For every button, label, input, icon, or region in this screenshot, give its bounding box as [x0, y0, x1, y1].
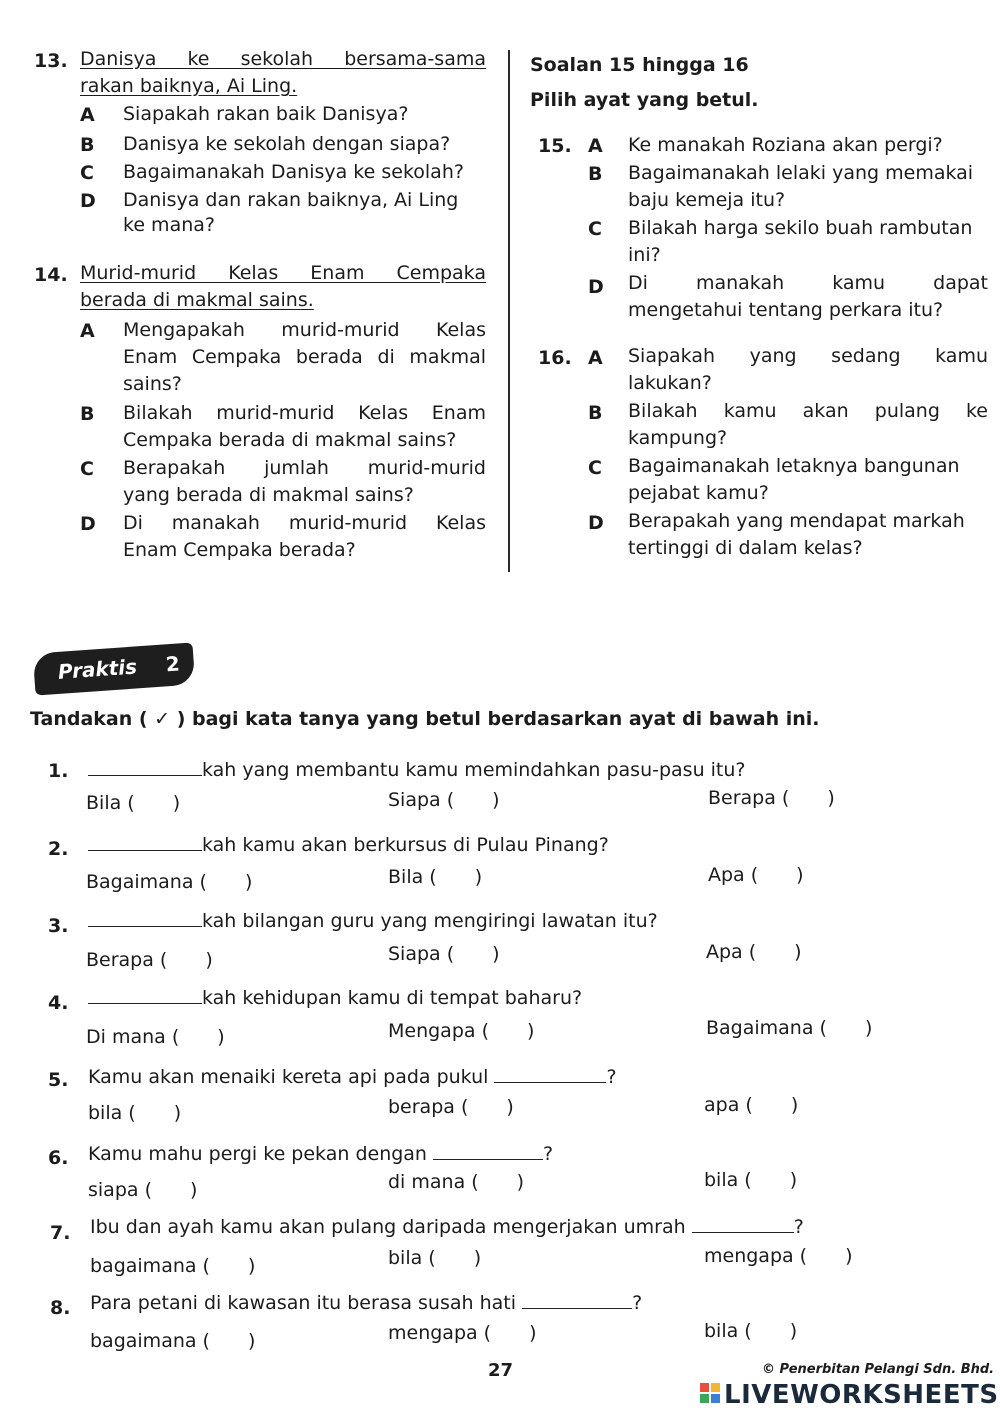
q15-option-b-text-line2: baju kemeja itu? — [628, 189, 786, 211]
choice-label: bila ( — [704, 1320, 752, 1342]
item-3-sentence — [88, 908, 658, 932]
item-4-choice-2[interactable] — [388, 1020, 534, 1042]
close-paren: ) — [796, 864, 804, 886]
item-1-text: kah yang membantu kamu memindahkan pasu-pasu itu? — [202, 759, 746, 781]
column-divider — [508, 50, 510, 572]
close-paren: ) — [217, 1026, 225, 1048]
choice-label: siapa ( — [88, 1179, 152, 1201]
q14-option-a-letter: A — [80, 320, 95, 342]
choice-label: apa ( — [704, 1094, 753, 1116]
praktis-label: Praktis — [57, 654, 138, 684]
q13-option-d-letter: D — [80, 190, 96, 212]
q14-option-c-letter: C — [80, 458, 94, 480]
item-2-text: kah kamu akan berkursus di Pulau Pinang? — [202, 834, 609, 856]
item-8-number: 8. — [50, 1297, 71, 1319]
item-6-blank[interactable] — [433, 1141, 543, 1160]
item-1-blank[interactable] — [88, 757, 202, 776]
q15-option-c-letter: C — [588, 218, 602, 240]
item-3-choice-1[interactable] — [86, 949, 213, 971]
item-2-sentence — [88, 832, 609, 856]
q16-option-b-text-line2: kampung? — [628, 427, 728, 449]
question-14-stem-line2: berada di makmal sains. — [80, 289, 314, 311]
q16-option-b-text-line1: Bilakah kamu akan pulang ke — [628, 400, 988, 422]
choice-label: mengapa ( — [388, 1322, 492, 1344]
item-7-text: Ibu dan ayah kamu akan pulang daripada mengerjakan umrah — [90, 1216, 686, 1238]
q13-option-a-letter: A — [80, 104, 95, 126]
item-7-blank[interactable] — [692, 1214, 794, 1233]
close-paren: ) — [827, 787, 835, 809]
praktis-instruction: Tandakan ( ✓ ) bagi kata tanya yang betul berdasarkan ayat di bawah ini. — [30, 708, 820, 730]
item-2-choice-1[interactable] — [86, 871, 252, 893]
item-6-choice-3[interactable] — [704, 1169, 797, 1191]
q15-option-a-letter: A — [588, 135, 603, 157]
item-1-choice-1[interactable] — [86, 792, 180, 814]
choice-label: Siapa ( — [388, 943, 455, 965]
item-6-number: 6. — [48, 1147, 69, 1169]
item-5-choice-3[interactable] — [704, 1094, 798, 1116]
item-3-choice-3[interactable] — [706, 941, 802, 963]
choice-label: di mana ( — [388, 1171, 479, 1193]
close-paren: ) — [789, 1169, 798, 1191]
q16-option-c-text-line2: pejabat kamu? — [628, 482, 769, 504]
question-13-stem-line1: Danisya ke sekolah bersama-sama — [80, 48, 486, 70]
item-2-choice-3[interactable] — [708, 864, 804, 886]
q13-option-b-text: Danisya ke sekolah dengan siapa? — [123, 133, 451, 155]
item-7-number: 7. — [50, 1222, 71, 1244]
item-1-choice-3[interactable] — [708, 787, 835, 809]
q16-option-a-text-line1: Siapakah yang sedang kamu — [628, 345, 988, 367]
close-paren: ) — [205, 949, 213, 971]
item-8-text: Para petani di kawasan itu berasa susah hati — [90, 1292, 517, 1314]
choice-label: Berapa ( — [86, 949, 168, 971]
item-2-choice-2[interactable] — [388, 866, 482, 888]
q14-option-a-text-line1: Mengapakah murid-murid Kelas — [123, 319, 486, 341]
q15-option-d-text-line2: mengetahui tentang perkara itu? — [628, 299, 944, 321]
close-paren: ) — [845, 1245, 853, 1267]
question-14-stem-line1: Murid-murid Kelas Enam Cempaka — [80, 262, 486, 284]
section-heading: Soalan 15 hingga 16 — [530, 54, 749, 76]
close-paren: ) — [492, 789, 500, 811]
item-5-choice-1[interactable] — [88, 1102, 181, 1124]
item-5-qmark: ? — [606, 1066, 617, 1088]
choice-label: berapa ( — [388, 1096, 469, 1118]
item-5-number: 5. — [48, 1069, 69, 1091]
q16-option-d-text-line2: tertinggi di dalam kelas? — [628, 537, 863, 559]
q14-option-c-text-line1: Berapakah jumlah murid-murid — [123, 457, 486, 479]
close-paren: ) — [789, 1320, 798, 1342]
close-paren: ) — [473, 1247, 482, 1269]
item-6-choice-2[interactable] — [388, 1171, 524, 1193]
q14-option-d-text-line2: Enam Cempaka berada? — [123, 539, 356, 561]
item-8-sentence — [90, 1290, 642, 1314]
q14-option-b-text-line1: Bilakah murid-murid Kelas Enam — [123, 402, 486, 424]
close-paren: ) — [526, 1020, 535, 1042]
close-paren: ) — [247, 1255, 256, 1277]
close-paren: ) — [529, 1322, 537, 1344]
choice-label: Bila ( — [86, 792, 135, 814]
item-7-qmark: ? — [793, 1216, 804, 1238]
item-4-number: 4. — [48, 992, 69, 1014]
q13-option-c-letter: C — [80, 162, 94, 184]
item-3-blank[interactable] — [88, 908, 202, 927]
q15-option-c-text-line2: ini? — [628, 244, 661, 266]
choice-label: Bagaimana ( — [86, 871, 207, 893]
item-1-number: 1. — [48, 760, 69, 782]
q16-option-a-letter: A — [588, 347, 603, 369]
item-4-choice-3[interactable] — [706, 1017, 872, 1039]
close-paren: ) — [790, 1094, 799, 1116]
q13-option-a-text: Siapakah rakan baik Danisya? — [123, 103, 409, 125]
choice-label: Bagaimana ( — [706, 1017, 827, 1039]
item-8-qmark: ? — [632, 1292, 643, 1314]
choice-label: Apa ( — [706, 941, 757, 963]
item-3-number: 3. — [48, 915, 69, 937]
item-8-choice-2[interactable] — [388, 1322, 537, 1344]
q14-option-b-letter: B — [80, 403, 95, 425]
section-instruction: Pilih ayat yang betul. — [530, 89, 759, 111]
close-paren: ) — [516, 1171, 525, 1193]
item-7-choice-3[interactable] — [704, 1245, 853, 1267]
q14-option-b-text-line2: Cempaka berada di makmal sains? — [123, 429, 457, 451]
choice-label: Apa ( — [708, 864, 759, 886]
q16-option-c-text-line1: Bagaimanakah letaknya bangunan — [628, 455, 960, 477]
item-5-sentence — [88, 1064, 617, 1088]
q16-option-b-letter: B — [588, 402, 603, 424]
item-2-blank[interactable] — [88, 832, 202, 851]
q15-option-d-letter: D — [588, 276, 604, 298]
item-4-text: kah kehidupan kamu di tempat baharu? — [202, 987, 583, 1009]
close-paren: ) — [247, 1330, 256, 1352]
close-paren: ) — [189, 1179, 198, 1201]
question-16-number: 16. — [538, 347, 572, 369]
item-7-sentence — [90, 1214, 804, 1238]
q16-option-d-letter: D — [588, 512, 604, 534]
q13-option-d-text-line1: Danisya dan rakan baiknya, Ai Ling — [123, 189, 459, 211]
item-4-sentence — [88, 985, 582, 1009]
choice-label: Berapa ( — [708, 787, 790, 809]
close-paren: ) — [506, 1096, 514, 1118]
choice-label: bila ( — [704, 1169, 752, 1191]
close-paren: ) — [864, 1017, 873, 1039]
q14-option-c-text-line2: yang berada di makmal sains? — [123, 484, 414, 506]
liveworksheets-brand[interactable]: LIVEWORKSHEETS — [724, 1380, 999, 1410]
q13-option-d-text-line2: ke mana? — [123, 214, 215, 236]
q13-option-b-letter: B — [80, 134, 95, 156]
choice-label: Di mana ( — [86, 1026, 180, 1048]
q15-option-a-text: Ke manakah Roziana akan pergi? — [628, 134, 943, 156]
item-1-choice-2[interactable] — [388, 789, 500, 811]
item-6-choice-1[interactable] — [88, 1179, 197, 1201]
q16-option-c-letter: C — [588, 457, 602, 479]
item-8-blank[interactable] — [522, 1290, 632, 1309]
choice-label: bila ( — [388, 1247, 436, 1269]
item-5-blank[interactable] — [494, 1064, 606, 1083]
question-13-stem-line2: rakan baiknya, Ai Ling. — [80, 75, 298, 97]
item-7-choice-2[interactable] — [388, 1247, 481, 1269]
item-6-sentence — [88, 1141, 553, 1165]
close-paren: ) — [492, 943, 500, 965]
close-paren: ) — [474, 866, 483, 888]
item-3-text: kah bilangan guru yang mengiringi lawatan itu? — [202, 910, 658, 932]
close-paren: ) — [173, 1102, 182, 1124]
choice-label: bagaimana ( — [90, 1255, 210, 1277]
choice-label: Bila ( — [388, 866, 437, 888]
copyright-text: © Penerbitan Pelangi Sdn. Bhd. — [762, 1362, 995, 1377]
q15-option-d-text-line1: Di manakah kamu dapat — [628, 272, 988, 294]
item-6-qmark: ? — [543, 1143, 554, 1165]
question-13-number: 13. — [34, 50, 68, 72]
item-8-choice-1[interactable] — [90, 1330, 255, 1352]
q16-option-a-text-line2: lakukan? — [628, 372, 712, 394]
item-7-choice-1[interactable] — [90, 1255, 255, 1277]
close-paren: ) — [244, 871, 253, 893]
q16-option-d-text-line1: Berapakah yang mendapat markah — [628, 510, 965, 532]
item-4-choice-1[interactable] — [86, 1026, 225, 1048]
page-number: 27 — [488, 1360, 514, 1381]
question-15-number: 15. — [538, 135, 572, 157]
q13-option-c-text: Bagaimanakah Danisya ke sekolah? — [123, 161, 464, 183]
q15-option-c-text-line1: Bilakah harga sekilo buah rambutan — [628, 217, 973, 239]
item-5-choice-2[interactable] — [388, 1096, 514, 1118]
q14-option-d-letter: D — [80, 513, 96, 535]
item-1-sentence — [88, 757, 746, 781]
q14-option-d-text-line1: Di manakah murid-murid Kelas — [123, 512, 486, 534]
question-14-number: 14. — [34, 264, 68, 286]
q14-option-a-text-line2: Enam Cempaka berada di makmal — [123, 346, 486, 368]
choice-label: bila ( — [88, 1102, 136, 1124]
q14-option-a-text-line3: sains? — [123, 373, 182, 395]
liveworksheets-logo-icon — [700, 1383, 720, 1403]
item-4-blank[interactable] — [88, 985, 202, 1004]
choice-label: bagaimana ( — [90, 1330, 210, 1352]
choice-label: mengapa ( — [704, 1245, 808, 1267]
close-paren: ) — [172, 792, 181, 814]
item-5-text: Kamu akan menaiki kereta api pada pukul — [88, 1066, 489, 1088]
item-3-choice-2[interactable] — [388, 943, 500, 965]
close-paren: ) — [794, 941, 802, 963]
item-2-number: 2. — [48, 838, 69, 860]
q15-option-b-letter: B — [588, 163, 603, 185]
item-8-choice-3[interactable] — [704, 1320, 797, 1342]
choice-label: Mengapa ( — [388, 1020, 489, 1042]
q15-option-b-text-line1: Bagaimanakah lelaki yang memakai — [628, 162, 974, 184]
choice-label: Siapa ( — [388, 789, 455, 811]
praktis-badge — [33, 642, 196, 695]
item-6-text: Kamu mahu pergi ke pekan dengan — [88, 1143, 427, 1165]
praktis-number: 2 — [164, 651, 181, 677]
